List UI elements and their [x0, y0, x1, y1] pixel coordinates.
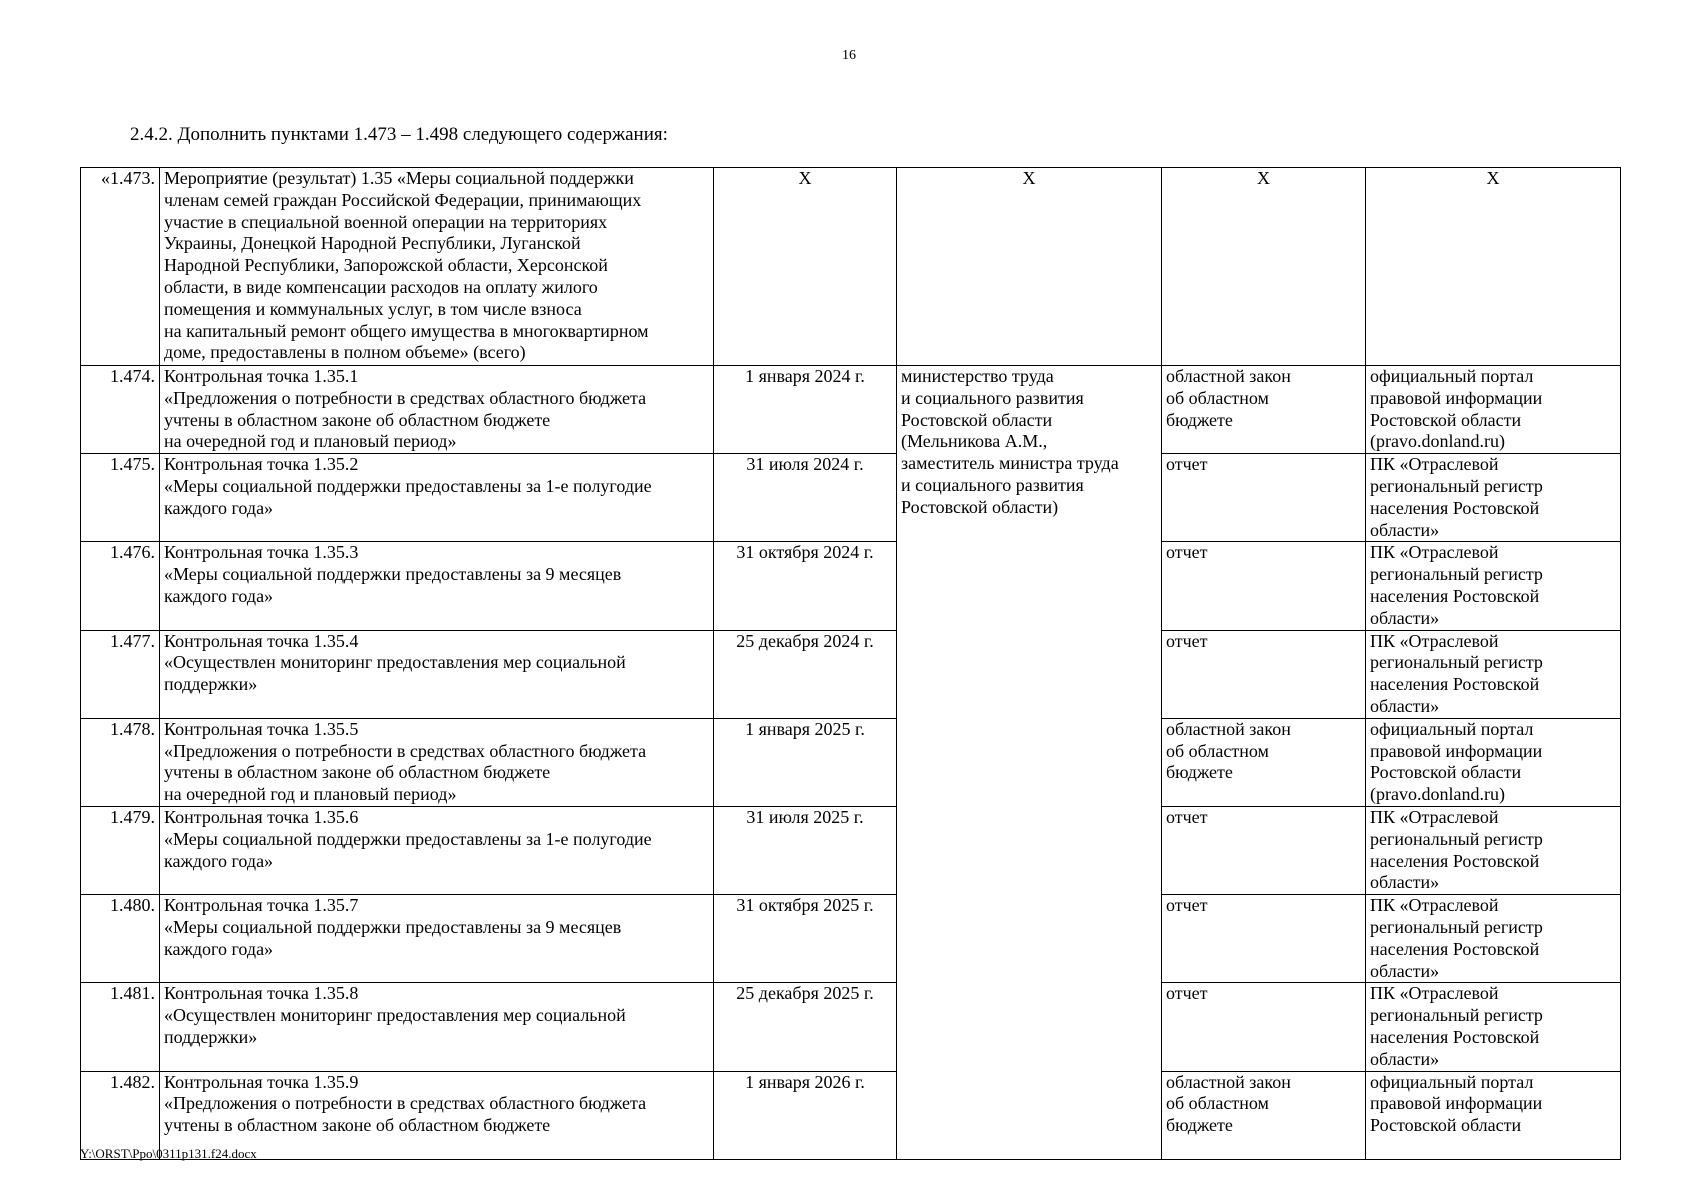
text-line: «Осуществлен мониторинг предоставления мер социальной: [164, 1005, 626, 1026]
responsible-executor: [897, 366, 1162, 1160]
text-line: населения Ростовской: [1370, 938, 1540, 959]
text-line: населения Ростовской: [1370, 585, 1540, 606]
text-line: учтены в областном законе об областном бюджете: [164, 1115, 551, 1136]
table-body: [81, 168, 1621, 1160]
text-line: участие в специальной военной операции на территориях: [164, 211, 608, 232]
text-line: ПК «Отраслевой: [1370, 806, 1499, 827]
text-line: «Меры социальной поддержки предоставлены за 9 месяцев: [164, 564, 622, 585]
row-number: 1.476.: [81, 542, 160, 630]
text-line: (pravo.donland.ru): [1370, 431, 1505, 452]
text-line: заместитель министра труда: [901, 453, 1119, 474]
deadline-date: 31 июля 2025 г.: [714, 806, 897, 894]
responsible-cell-x: Х: [897, 168, 1162, 366]
text-line: «Меры социальной поддержки предоставлены за 1-е полугодие: [164, 475, 652, 496]
text-line: (pravo.donland.ru): [1370, 784, 1505, 805]
text-line: Ростовской области): [901, 496, 1059, 517]
table-row: [81, 806, 1621, 894]
text-line: правовой информации: [1370, 387, 1543, 408]
text-line: Украины, Донецкой Народной Республики, Луганской: [164, 233, 581, 254]
text-line: «Предложения о потребности в средствах областного бюджета: [164, 387, 647, 408]
text-line: ПК «Отраслевой: [1370, 454, 1499, 475]
text-line: Контрольная точка 1.35.2: [164, 454, 359, 475]
text-line: учтены в областном законе об областном бюджете: [164, 409, 551, 430]
text-line: области, в виде компенсации расходов на оплату жилого: [164, 276, 598, 297]
file-path-footer: Y:\ORST\Ppo\0311p131.f24.docx: [80, 1146, 257, 1161]
text-line: Ростовской области: [901, 409, 1053, 430]
text-line: населения Ростовской: [1370, 497, 1540, 518]
document-type: [1162, 366, 1366, 454]
event-text: [160, 168, 714, 366]
table-row: [81, 168, 1621, 366]
text-line: области»: [1370, 872, 1440, 893]
info-system: [1366, 454, 1621, 542]
deadline-date: 31 октября 2024 г.: [714, 542, 897, 630]
section-intro: 2.4.2. Дополнить пунктами 1.473 – 1.498 следующего содержания:: [130, 124, 668, 145]
event-text: [160, 630, 714, 718]
text-line: «Меры социальной поддержки предоставлены за 9 месяцев: [164, 916, 622, 937]
table-row: [81, 718, 1621, 806]
deadline-date: 25 декабря 2024 г.: [714, 630, 897, 718]
document-type: [1162, 454, 1366, 542]
text-line: ПК «Отраслевой: [1370, 630, 1499, 651]
row-number: 1.478.: [81, 718, 160, 806]
text-line: населения Ростовской: [1370, 1026, 1540, 1047]
text-line: отчет: [1166, 983, 1208, 1004]
document-type: [1162, 542, 1366, 630]
text-line: региональный регистр: [1370, 564, 1543, 585]
text-line: правовой информации: [1370, 740, 1543, 761]
row-number: «1.473.: [81, 168, 160, 366]
text-line: области»: [1370, 607, 1440, 628]
deadline-date: 1 января 2025 г.: [714, 718, 897, 806]
event-text: [160, 454, 714, 542]
table-row: [81, 895, 1621, 983]
text-line: отчет: [1166, 895, 1208, 916]
document-type: [1162, 1071, 1366, 1159]
text-line: Контрольная точка 1.35.9: [164, 1071, 359, 1092]
info-system-cell-x: Х: [1366, 168, 1621, 366]
text-line: официальный портал: [1370, 1071, 1534, 1092]
deadline-date: 31 июля 2024 г.: [714, 454, 897, 542]
text-line: ПК «Отраслевой: [1370, 895, 1499, 916]
measures-table: [80, 167, 1621, 1160]
text-line: помещения и коммунальных услуг, в том числе взноса: [164, 298, 582, 319]
text-line: Народной Республики, Запорожской области, Херсонской: [164, 255, 608, 276]
text-line: на капитальный ремонт общего имущества в многоквартирном: [164, 320, 649, 341]
text-line: области»: [1370, 960, 1440, 981]
deadline-date: 1 января 2026 г.: [714, 1071, 897, 1159]
text-line: ПК «Отраслевой: [1370, 983, 1499, 1004]
table-row: [81, 1071, 1621, 1159]
row-number: 1.477.: [81, 630, 160, 718]
text-line: бюджете: [1166, 1115, 1233, 1136]
table-row: [81, 454, 1621, 542]
text-line: каждого года»: [164, 497, 274, 518]
row-number: 1.475.: [81, 454, 160, 542]
deadline-date: 25 декабря 2025 г.: [714, 983, 897, 1071]
document-type: [1162, 806, 1366, 894]
date-cell-x: Х: [714, 168, 897, 366]
text-line: бюджете: [1166, 409, 1233, 430]
deadline-date: 31 октября 2025 г.: [714, 895, 897, 983]
table-row: [81, 366, 1621, 454]
text-line: области»: [1370, 1048, 1440, 1069]
row-number: 1.482.: [81, 1071, 160, 1159]
text-line: об областном: [1166, 740, 1269, 761]
text-line: поддержки»: [164, 674, 258, 695]
table-row: [81, 542, 1621, 630]
text-line: отчет: [1166, 454, 1208, 475]
text-line: (Мельникова А.М.,: [901, 431, 1048, 452]
event-text: [160, 806, 714, 894]
text-line: министерство труда: [901, 366, 1054, 386]
row-number: 1.481.: [81, 983, 160, 1071]
event-text: [160, 718, 714, 806]
text-line: официальный портал: [1370, 718, 1534, 739]
text-line: отчет: [1166, 542, 1208, 563]
text-line: отчет: [1166, 630, 1208, 651]
info-system: [1366, 983, 1621, 1071]
info-system: [1366, 630, 1621, 718]
text-line: и социального развития: [901, 474, 1084, 495]
text-line: региональный регистр: [1370, 828, 1543, 849]
text-line: «Меры социальной поддержки предоставлены за 1-е полугодие: [164, 828, 652, 849]
table-row: [81, 983, 1621, 1071]
deadline-date: 1 января 2024 г.: [714, 366, 897, 454]
document-type: [1162, 983, 1366, 1071]
event-text: [160, 366, 714, 454]
text-line: каждого года»: [164, 850, 274, 871]
text-line: об областном: [1166, 1093, 1269, 1114]
text-line: об областном: [1166, 387, 1269, 408]
text-line: каждого года»: [164, 585, 274, 606]
row-number: 1.479.: [81, 806, 160, 894]
text-line: на очередной год и плановый период»: [164, 431, 457, 452]
text-line: областной закон: [1166, 1071, 1291, 1092]
text-line: Ростовской области: [1370, 1115, 1522, 1136]
document-type: [1162, 895, 1366, 983]
text-line: Ростовской области: [1370, 409, 1522, 430]
text-line: Контрольная точка 1.35.6: [164, 806, 359, 827]
text-line: бюджете: [1166, 762, 1233, 783]
info-system: [1366, 542, 1621, 630]
text-line: населения Ростовской: [1370, 674, 1540, 695]
text-line: региональный регистр: [1370, 652, 1543, 673]
table-row: [81, 630, 1621, 718]
document-type: [1162, 630, 1366, 718]
event-text: [160, 542, 714, 630]
text-line: населения Ростовской: [1370, 850, 1540, 871]
text-line: Контрольная точка 1.35.8: [164, 983, 359, 1004]
text-line: правовой информации: [1370, 1093, 1543, 1114]
text-line: региональный регистр: [1370, 916, 1543, 937]
text-line: каждого года»: [164, 938, 274, 959]
row-number: 1.474.: [81, 366, 160, 454]
text-line: и социального развития: [901, 387, 1084, 408]
text-line: региональный регистр: [1370, 475, 1543, 496]
text-line: ПК «Отраслевой: [1370, 542, 1499, 563]
text-line: доме, предоставлены в полном объеме» (всего): [164, 342, 526, 363]
text-line: областной закон: [1166, 718, 1291, 739]
text-line: учтены в областном законе об областном бюджете: [164, 762, 551, 783]
row-number: 1.480.: [81, 895, 160, 983]
page-number: 16: [842, 48, 856, 63]
text-line: Ростовской области: [1370, 762, 1522, 783]
document-cell-x: Х: [1162, 168, 1366, 366]
text-line: «Предложения о потребности в средствах областного бюджета: [164, 1093, 647, 1114]
document-type: [1162, 718, 1366, 806]
text-line: отчет: [1166, 806, 1208, 827]
text-line: Контрольная точка 1.35.7: [164, 895, 359, 916]
info-system: [1366, 366, 1621, 454]
text-line: на очередной год и плановый период»: [164, 784, 457, 805]
text-line: официальный портал: [1370, 366, 1534, 386]
text-line: области»: [1370, 519, 1440, 540]
info-system: [1366, 806, 1621, 894]
info-system: [1366, 895, 1621, 983]
info-system: [1366, 718, 1621, 806]
text-line: поддержки»: [164, 1026, 258, 1047]
text-line: Контрольная точка 1.35.3: [164, 542, 359, 563]
text-line: Контрольная точка 1.35.5: [164, 718, 359, 739]
text-line: членам семей граждан Российской Федерации, принимающих: [164, 189, 642, 210]
event-text: [160, 983, 714, 1071]
text-line: «Предложения о потребности в средствах областного бюджета: [164, 740, 647, 761]
event-text: [160, 895, 714, 983]
text-line: Контрольная точка 1.35.4: [164, 630, 359, 651]
text-line: региональный регистр: [1370, 1005, 1543, 1026]
text-line: «Осуществлен мониторинг предоставления мер социальной: [164, 652, 626, 673]
text-line: области»: [1370, 695, 1440, 716]
text-line: Контрольная точка 1.35.1: [164, 366, 359, 386]
info-system: [1366, 1071, 1621, 1159]
text-line: Мероприятие (результат) 1.35 «Меры социальной поддержки: [164, 168, 634, 188]
text-line: областной закон: [1166, 366, 1291, 386]
